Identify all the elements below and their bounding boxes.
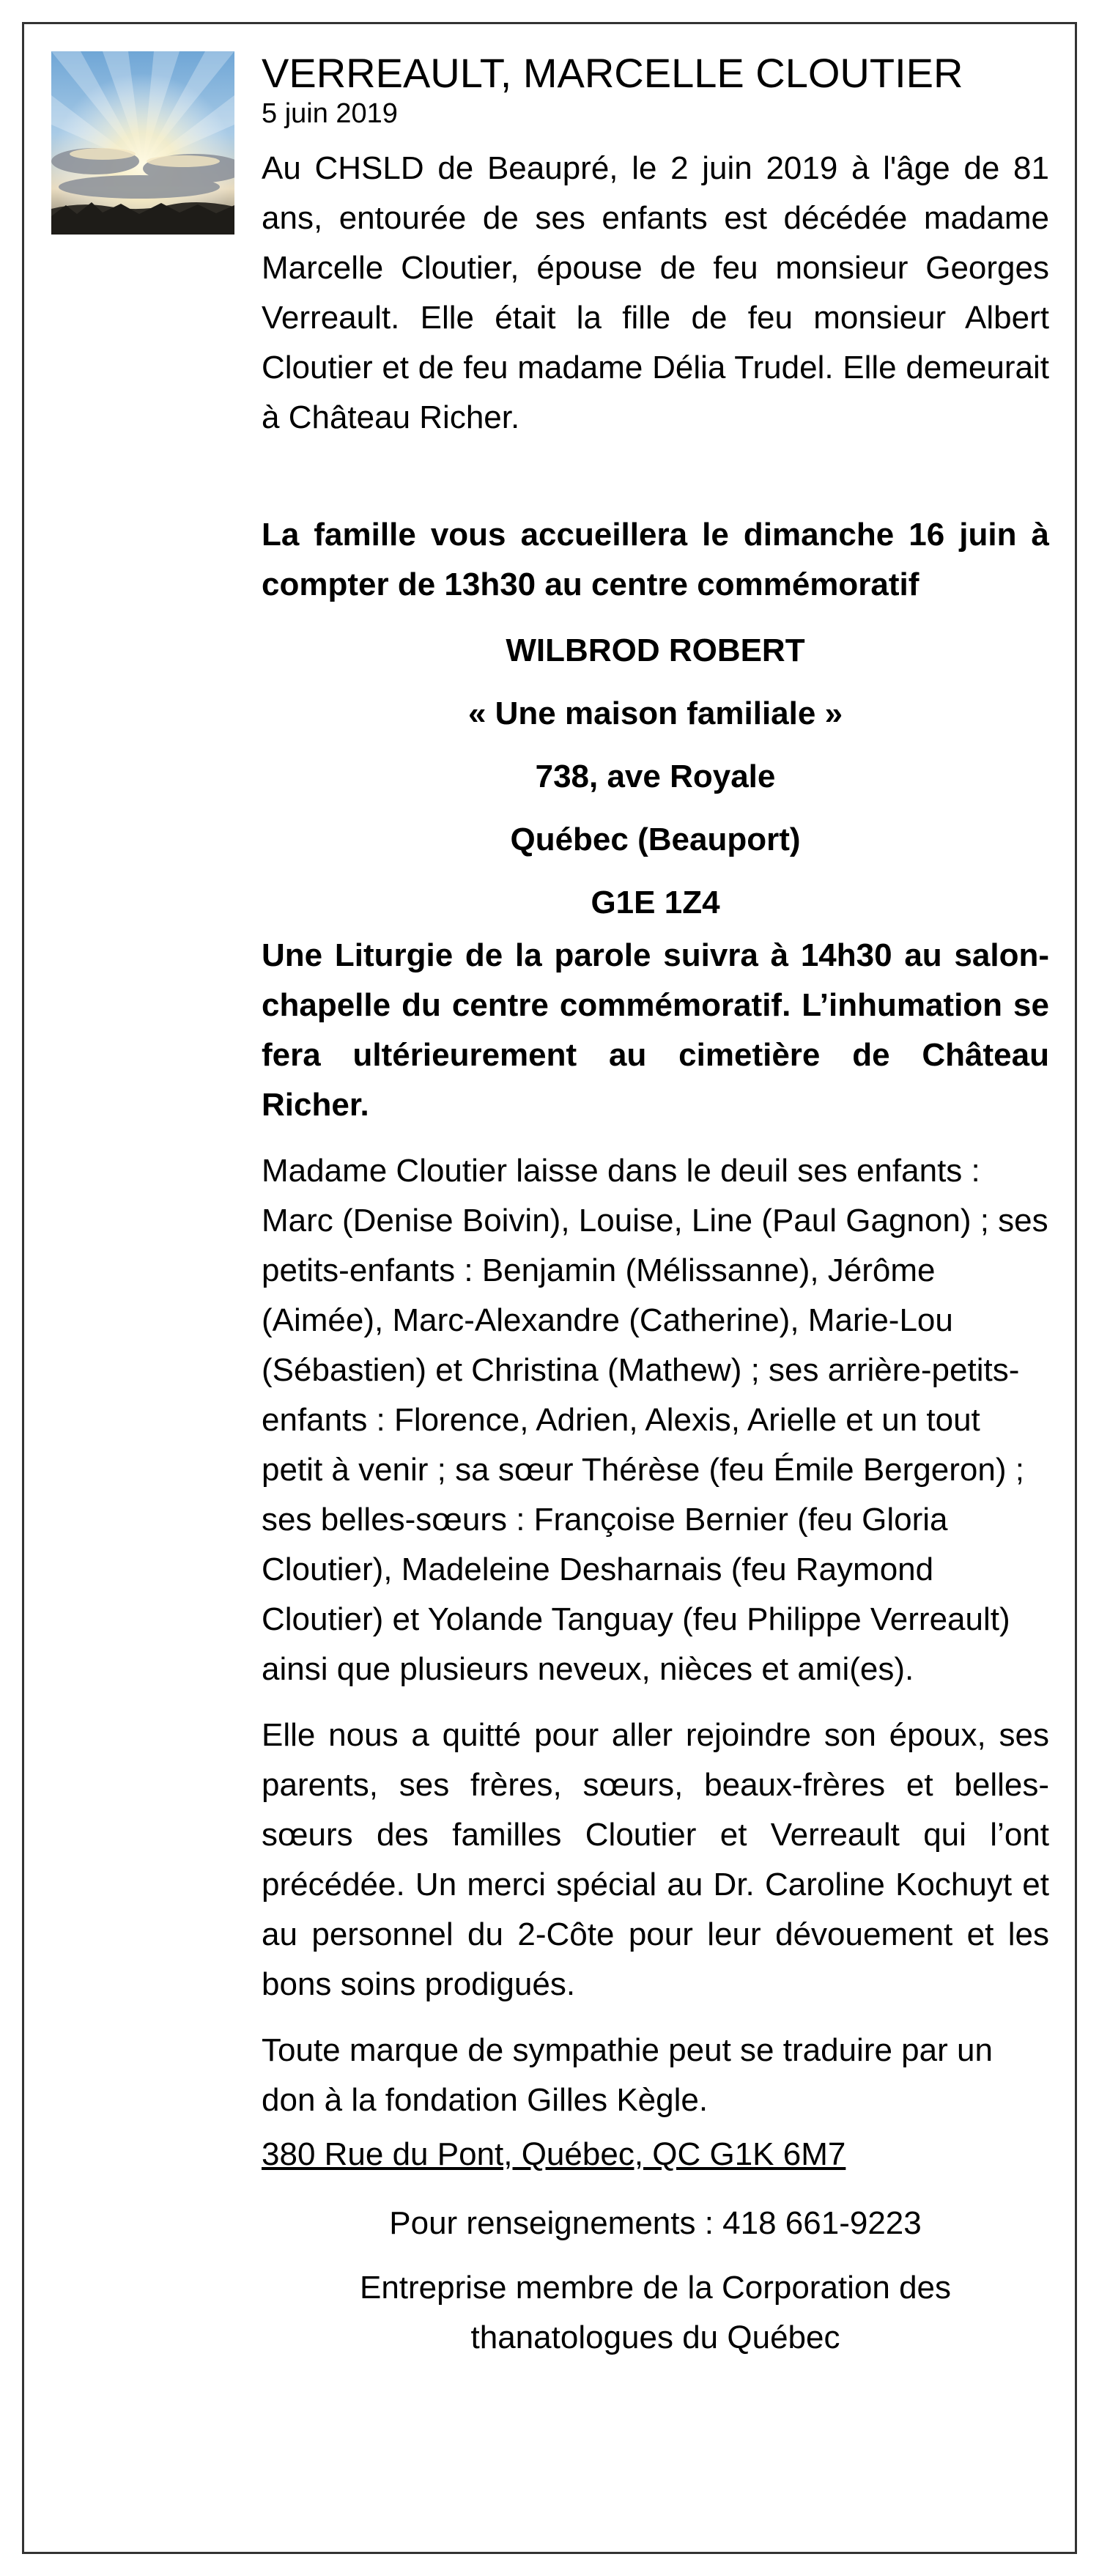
venue-name: WILBROD ROBERT bbox=[506, 632, 805, 668]
intro-paragraph: Au CHSLD de Beaupré, le 2 juin 2019 à l'âge de 81 ans, entourée de ses enfants est décédée madame Marcelle Cloutier, épouse de feu monsieur Georges Verreault. Elle était la fille de feu monsieur Albert Cloutier et de feu madame Délia Trudel. Elle demeurait à Château Richer. bbox=[262, 150, 1049, 435]
deceased-name: VERREAULT, MARCELLE CLOUTIER bbox=[262, 50, 963, 96]
contact-phone: Pour renseignements : 418 661-9223 bbox=[389, 2205, 922, 2241]
family-paragraph: Madame Cloutier laisse dans le deuil ses enfants : Marc (Denise Boivin), Louise, Line (Paul Gagnon) ; ses petits-enfants : Benjamin (Mélissanne), Jérôme (Aimée), Marc-Alexandre (Catherine), Marie-Lou (Sébastien) et Christina (Mathew) ; ses arrière-petits-enfants : Florence, Adrien, Alexis, Arielle et un tout petit à venir ; sa sœur Thérèse (feu Émile Bergeron) ; ses belles-sœurs : Françoise Bernier (feu Gloria Cloutier), Madeleine Desharnais (feu Raymond Cloutier) et Yolande Tanguay (feu Philippe Verreault) ainsi que plusieurs neveux, nièces et ami(es). bbox=[262, 1153, 1048, 1687]
publication-date: 5 juin 2019 bbox=[262, 98, 398, 129]
donation-paragraph: Toute marque de sympathie peut se traduire par un don à la fondation Gilles Kègle. bbox=[262, 2032, 993, 2118]
memorial-photo bbox=[51, 51, 234, 235]
venue-street: 738, ave Royale bbox=[535, 759, 776, 794]
membership-statement: Entreprise membre de la Corporation des thanatologues du Québec bbox=[359, 2270, 952, 2355]
notice-content bbox=[262, 50, 1049, 2363]
visitation-paragraph: La famille vous accueillera le dimanche 16 juin à compter de 13h30 au centre commémoratif bbox=[262, 517, 1049, 602]
venue-postal: G1E 1Z4 bbox=[591, 885, 720, 920]
liturgy-paragraph: Une Liturgie de la parole suivra à 14h30 au salon-chapelle du centre commémoratif. L’inhumation se fera ultérieurement au cimetière de Château Richer. bbox=[262, 937, 1049, 1123]
donation-address-link[interactable]: 380 Rue du Pont, Québec, QC G1K 6M7 bbox=[262, 2136, 846, 2172]
venue-tagline: « Une maison familiale » bbox=[467, 695, 843, 731]
venue-city: Québec (Beauport) bbox=[510, 822, 801, 857]
tribute-paragraph: Elle nous a quitté pour aller rejoindre son époux, ses parents, ses frères, sœurs, beaux-frères et belles-sœurs des familles Cloutier et Verreault qui l’ont précédée. Un merci spécial au Dr. Caroline Kochuyt et au personnel du 2-Côte pour leur dévouement et les bons soins prodigués. bbox=[262, 1717, 1049, 2002]
